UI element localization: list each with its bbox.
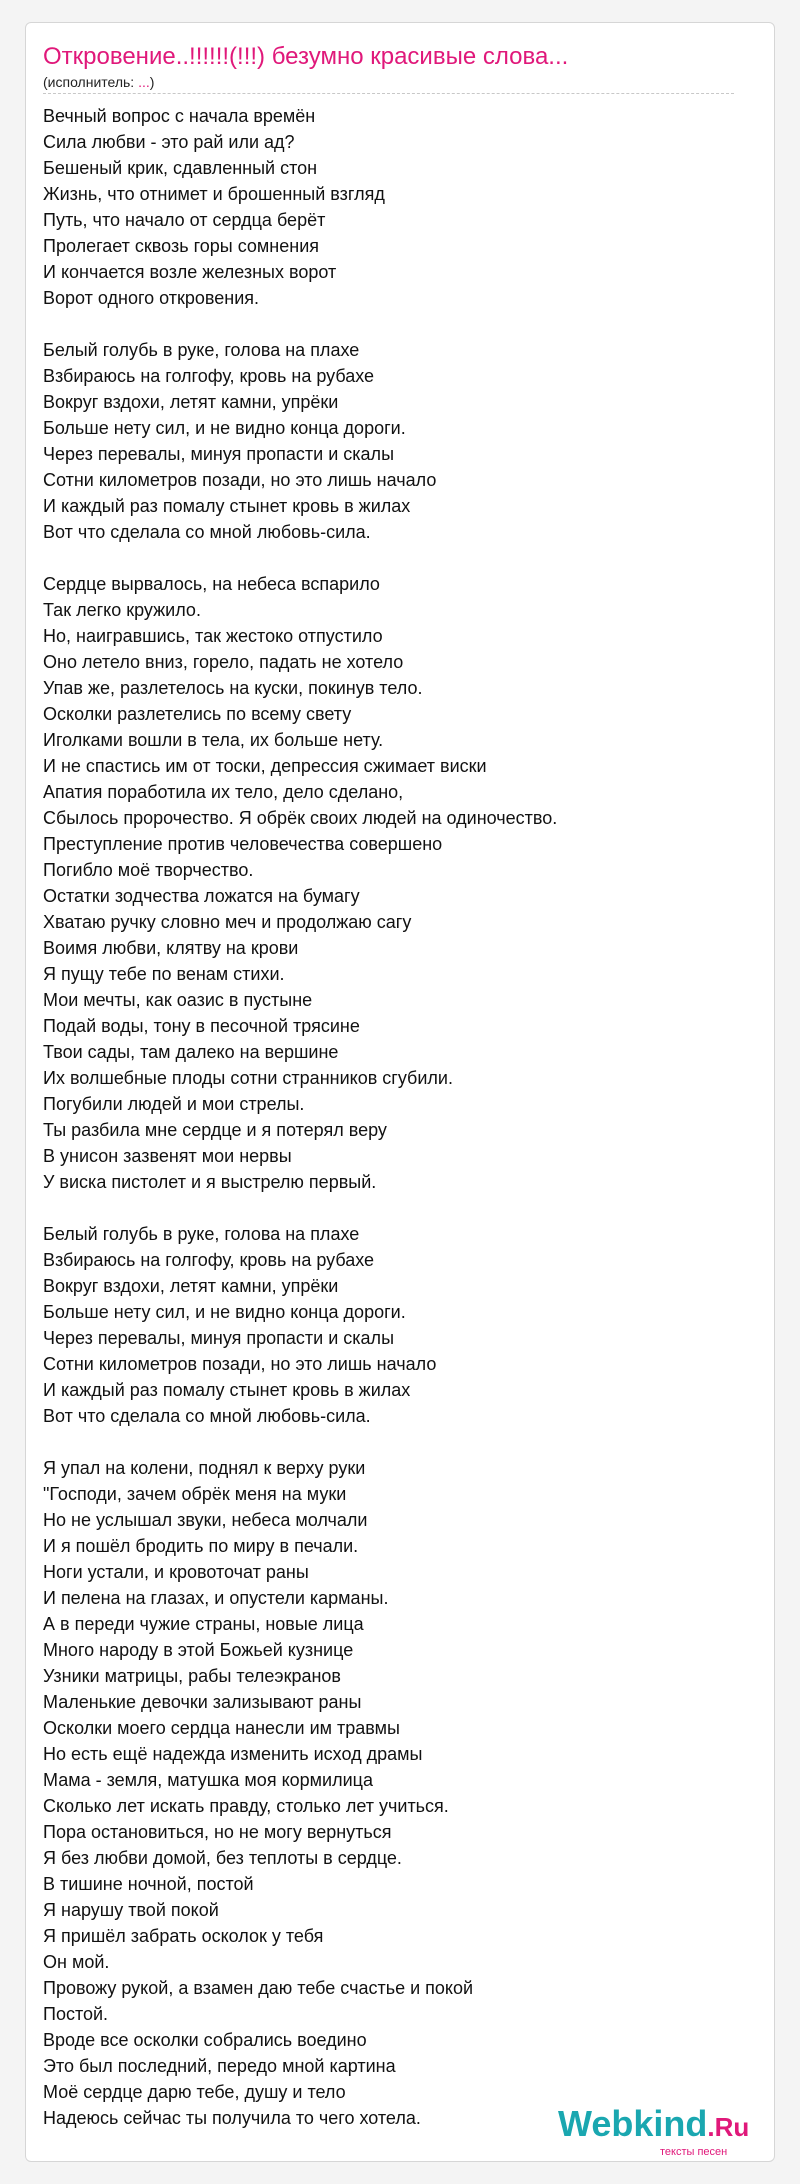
lyric-line: Вот что сделала со мной любовь-сила. xyxy=(43,522,371,542)
lyric-line: Надеюсь сейчас ты получила то чего хотела. xyxy=(43,2108,421,2128)
lyric-line: Пора остановиться, но не могу вернуться xyxy=(43,1822,392,1842)
lyric-line: У виска пистолет и я выстрелю первый. xyxy=(43,1172,377,1192)
lyric-line: Преступление против человечества совершено xyxy=(43,834,443,854)
lyric-line: В унисон зазвенят мои нервы xyxy=(43,1146,292,1166)
lyric-line: А в переди чужие страны, новые лица xyxy=(43,1614,364,1634)
lyric-line: Сбылось пророчество. Я обрёк своих людей на одиночество. xyxy=(43,808,558,828)
lyric-line: И не спастись им от тоски, депрессия сжимает виски xyxy=(43,756,487,776)
artist-link[interactable]: ... xyxy=(138,74,150,90)
lyric-line: Так легко кружило. xyxy=(43,600,201,620)
lyric-line: Сколько лет искать правду, столько лет учиться. xyxy=(43,1796,449,1816)
lyric-line: Через перевалы, минуя пропасти и скалы xyxy=(43,444,394,464)
lyric-line: Сотни километров позади, но это лишь начало xyxy=(43,1354,437,1374)
lyric-line: Сердце вырвалось, на небеса вспарило xyxy=(43,574,380,594)
lyric-line: Остатки зодчества ложатся на бумагу xyxy=(43,886,360,906)
lyric-line: В тишине ночной, постой xyxy=(43,1874,254,1894)
lyric-line: И пелена на глазах, и опустели карманы. xyxy=(43,1588,389,1608)
lyric-line: Апатия поработила их тело, дело сделано, xyxy=(43,782,404,802)
lyric-line: Твои сады, там далеко на вершине xyxy=(43,1042,339,1062)
lyric-line: Но не услышал звуки, небеса молчали xyxy=(43,1510,368,1530)
lyric-line: Ноги устали, и кровоточат раны xyxy=(43,1562,309,1582)
lyric-line: Провожу рукой, а взамен даю тебе счастье и покой xyxy=(43,1978,474,1998)
lyric-line: Осколки моего сердца нанесли им травмы xyxy=(43,1718,400,1738)
lyric-line: Осколки разлетелись по всему свету xyxy=(43,704,352,724)
lyric-line: Маленькие девочки зализывают раны xyxy=(43,1692,362,1712)
lyric-line: Ты разбила мне сердце и я потерял веру xyxy=(43,1120,387,1140)
lyric-line: Узники матрицы, рабы телеэкранов xyxy=(43,1666,341,1686)
lyric-line: Пролегает сквозь горы сомнения xyxy=(43,236,320,256)
lyric-line: Хватаю ручку словно меч и продолжаю сагу xyxy=(43,912,412,932)
lyric-line: Вроде все осколки собрались воедино xyxy=(43,2030,367,2050)
lyric-line: Упав же, разлетелось на куски, покинув тело. xyxy=(43,678,423,698)
header-divider xyxy=(43,93,734,94)
lyric-line: И каждый раз помалу стынет кровь в жилах xyxy=(43,1380,411,1400)
lyric-line: Взбираюсь на голгофу, кровь на рубахе xyxy=(43,1250,375,1270)
lyric-line: Мои мечты, как оазис в пустыне xyxy=(43,990,313,1010)
lyric-line: Через перевалы, минуя пропасти и скалы xyxy=(43,1328,394,1348)
lyric-line: Оно летело вниз, горело, падать не хотело xyxy=(43,652,404,672)
lyric-line: Их волшебные плоды сотни странников сгубили. xyxy=(43,1068,453,1088)
page-title: Откровение..!!!!!!(!!!) безумно красивые слова... xyxy=(43,43,569,70)
lyric-line: Белый голубь в руке, голова на плахе xyxy=(43,340,360,360)
lyric-line: Иголками вошли в тела, их больше нету. xyxy=(43,730,384,750)
lyric-line: Больше нету сил, и не видно конца дороги. xyxy=(43,1302,406,1322)
lyrics-stanza xyxy=(43,1221,743,1429)
lyric-line: Больше нету сил, и не видно конца дороги. xyxy=(43,418,406,438)
lyric-line: Но есть ещё надежда изменить исход драмы xyxy=(43,1744,423,1764)
lyric-line: И каждый раз помалу стынет кровь в жилах xyxy=(43,496,411,516)
artist-label: (исполнитель: xyxy=(43,74,139,90)
lyric-line: Взбираюсь на голгофу, кровь на рубахе xyxy=(43,366,375,386)
lyric-line: Сила любви - это рай или ад? xyxy=(43,132,295,152)
lyric-line: Сотни километров позади, но это лишь начало xyxy=(43,470,437,490)
artist-close: ) xyxy=(149,74,155,90)
lyric-line: Мама - земля, матушка моя кормилица xyxy=(43,1770,373,1790)
lyric-line: Я пришёл забрать осколок у тебя xyxy=(43,1926,324,1946)
lyric-line: Вот что сделала со мной любовь-сила. xyxy=(43,1406,371,1426)
lyric-line: Но, наигравшись, так жестоко отпустило xyxy=(43,626,383,646)
lyric-line: Я нарушу твой покой xyxy=(43,1900,219,1920)
lyric-line: Подай воды, тону в песочной трясине xyxy=(43,1016,360,1036)
lyric-line: Вокруг вздохи, летят камни, упрёки xyxy=(43,1276,339,1296)
lyric-line: Постой. xyxy=(43,2004,109,2024)
lyrics-stanza xyxy=(43,103,743,311)
lyrics-stanza xyxy=(43,1455,743,2131)
lyrics-body xyxy=(43,103,743,2157)
lyric-line: "Господи, зачем обрёк меня на муки xyxy=(43,1484,347,1504)
lyric-line: Погибло моё творчество. xyxy=(43,860,254,880)
lyric-line: Белый голубь в руке, голова на плахе xyxy=(43,1224,360,1244)
lyric-line: Я упал на колени, поднял к верху руки xyxy=(43,1458,366,1478)
lyric-line: Путь, что начало от сердца берёт xyxy=(43,210,326,230)
lyric-line: Моё сердце дарю тебе, душу и тело xyxy=(43,2082,346,2102)
lyrics-card xyxy=(25,22,775,2162)
lyric-line: Вечный вопрос с начала времён xyxy=(43,106,316,126)
lyric-line: Я пущу тебе по венам стихи. xyxy=(43,964,285,984)
lyrics-stanza xyxy=(43,571,743,1195)
lyric-line: Погубили людей и мои стрелы. xyxy=(43,1094,305,1114)
lyric-line: Вокруг вздохи, летят камни, упрёки xyxy=(43,392,339,412)
lyric-line: Воимя любви, клятву на крови xyxy=(43,938,299,958)
artist-line xyxy=(43,73,154,91)
lyric-line: Это был последний, передо мной картина xyxy=(43,2056,396,2076)
logo-text: Webkind xyxy=(558,2103,708,2144)
lyric-line: Я без любви домой, без теплоты в сердце. xyxy=(43,1848,402,1868)
lyric-line: Ворот одного откровения. xyxy=(43,288,260,308)
webkind-logo[interactable] xyxy=(558,2103,750,2145)
lyric-line: Бешеный крик, сдавленный стон xyxy=(43,158,318,178)
lyric-line: Много народу в этой Божьей кузнице xyxy=(43,1640,354,1660)
lyric-line: И кончается возле железных ворот xyxy=(43,262,337,282)
logo-domain: .Ru xyxy=(707,2112,750,2142)
lyric-line: Жизнь, что отнимет и брошенный взгляд xyxy=(43,184,385,204)
lyric-line: И я пошёл бродить по миру в печали. xyxy=(43,1536,359,1556)
logo-tagline: тексты песен xyxy=(660,2146,728,2158)
lyric-line: Он мой. xyxy=(43,1952,110,1972)
lyrics-stanza xyxy=(43,337,743,545)
